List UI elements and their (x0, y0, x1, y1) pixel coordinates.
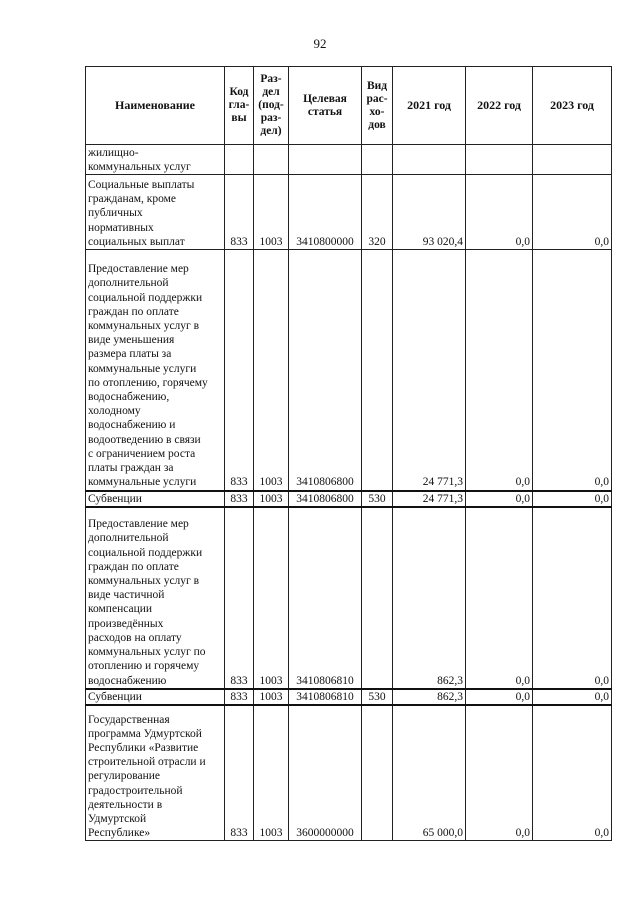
table-row (86, 705, 612, 841)
row-2021: 65 000,0 (393, 705, 466, 841)
row-2022: 0,0 (466, 491, 533, 507)
row-expense-type (362, 705, 393, 841)
row-2022 (466, 145, 533, 175)
row-2021 (393, 145, 466, 175)
row-name: Предоставление мер дополнительной социальной поддержки граждан по оплате коммунальных услуг в виде частичной компенсации произведённых расходов на оплату коммунальных услуг по отоплению и горячему водоснабжению (86, 507, 225, 689)
row-article (289, 145, 362, 175)
row-2023: 0,0 (533, 507, 612, 689)
row-code (225, 145, 254, 175)
row-code: 833 (225, 175, 254, 250)
row-section: 1003 (254, 250, 289, 491)
header-name: Наименование (86, 67, 225, 145)
row-expense-type: 320 (362, 175, 393, 250)
header-2021: 2021 год (393, 67, 466, 145)
table-row (86, 689, 612, 705)
header-section: Раз- дел (под- раз- дел) (254, 67, 289, 145)
row-article: 3410800000 (289, 175, 362, 250)
row-article: 3410806810 (289, 689, 362, 705)
table-row (86, 250, 612, 491)
table-row (86, 175, 612, 250)
row-section: 1003 (254, 705, 289, 841)
row-section: 1003 (254, 175, 289, 250)
row-2021: 862,3 (393, 507, 466, 689)
header-2022: 2022 год (466, 67, 533, 145)
row-2023: 0,0 (533, 491, 612, 507)
row-expense-type: 530 (362, 491, 393, 507)
row-code: 833 (225, 507, 254, 689)
header-2023: 2023 год (533, 67, 612, 145)
row-2021: 24 771,3 (393, 250, 466, 491)
row-article: 3410806800 (289, 491, 362, 507)
row-expense-type: 530 (362, 689, 393, 705)
row-2023: 0,0 (533, 689, 612, 705)
row-code: 833 (225, 705, 254, 841)
row-section (254, 145, 289, 175)
row-2021: 24 771,3 (393, 491, 466, 507)
table-row (86, 507, 612, 689)
row-2023: 0,0 (533, 250, 612, 491)
row-section: 1003 (254, 491, 289, 507)
row-2023: 0,0 (533, 175, 612, 250)
header-expense-type: Вид рас- хо- дов (362, 67, 393, 145)
row-2021: 93 020,4 (393, 175, 466, 250)
budget-table (85, 66, 612, 841)
row-section: 1003 (254, 689, 289, 705)
row-name: Социальные выплаты гражданам, кроме публичных нормативных социальных выплат (86, 175, 225, 250)
row-2022: 0,0 (466, 689, 533, 705)
table-row (86, 491, 612, 507)
row-2022: 0,0 (466, 250, 533, 491)
row-name: Предоставление мер дополнительной социальной поддержки граждан по оплате коммунальных услуг в виде уменьшения размера платы за коммунальные услуги по отоплению, горячему водоснабжению, холодному водоснабжению и водоотведению в связи с ограничением роста платы граждан за коммунальные услуги (86, 250, 225, 491)
row-article: 3410806810 (289, 507, 362, 689)
row-code: 833 (225, 689, 254, 705)
row-name: жилищно- коммунальных услуг (86, 145, 225, 175)
table-row (86, 145, 612, 175)
row-2021: 862,3 (393, 689, 466, 705)
row-expense-type (362, 250, 393, 491)
page-number: 92 (313, 36, 327, 51)
row-code: 833 (225, 250, 254, 491)
row-expense-type (362, 507, 393, 689)
row-article: 3600000000 (289, 705, 362, 841)
row-name: Субвенции (86, 689, 225, 705)
row-name: Субвенции (86, 491, 225, 507)
row-article: 3410806800 (289, 250, 362, 491)
header-code: Код гла- вы (225, 67, 254, 145)
row-2022: 0,0 (466, 507, 533, 689)
row-2022: 0,0 (466, 175, 533, 250)
row-name: Государственная программа Удмуртской Республики «Развитие строительной отрасли и регулирование градостроительной деятельности в Удмуртской Республике» (86, 705, 225, 841)
row-2023: 0,0 (533, 705, 612, 841)
row-expense-type (362, 145, 393, 175)
row-2022: 0,0 (466, 705, 533, 841)
row-code: 833 (225, 491, 254, 507)
header-article: Целевая статья (289, 67, 362, 145)
header-row (86, 67, 612, 145)
row-section: 1003 (254, 507, 289, 689)
row-2023 (533, 145, 612, 175)
